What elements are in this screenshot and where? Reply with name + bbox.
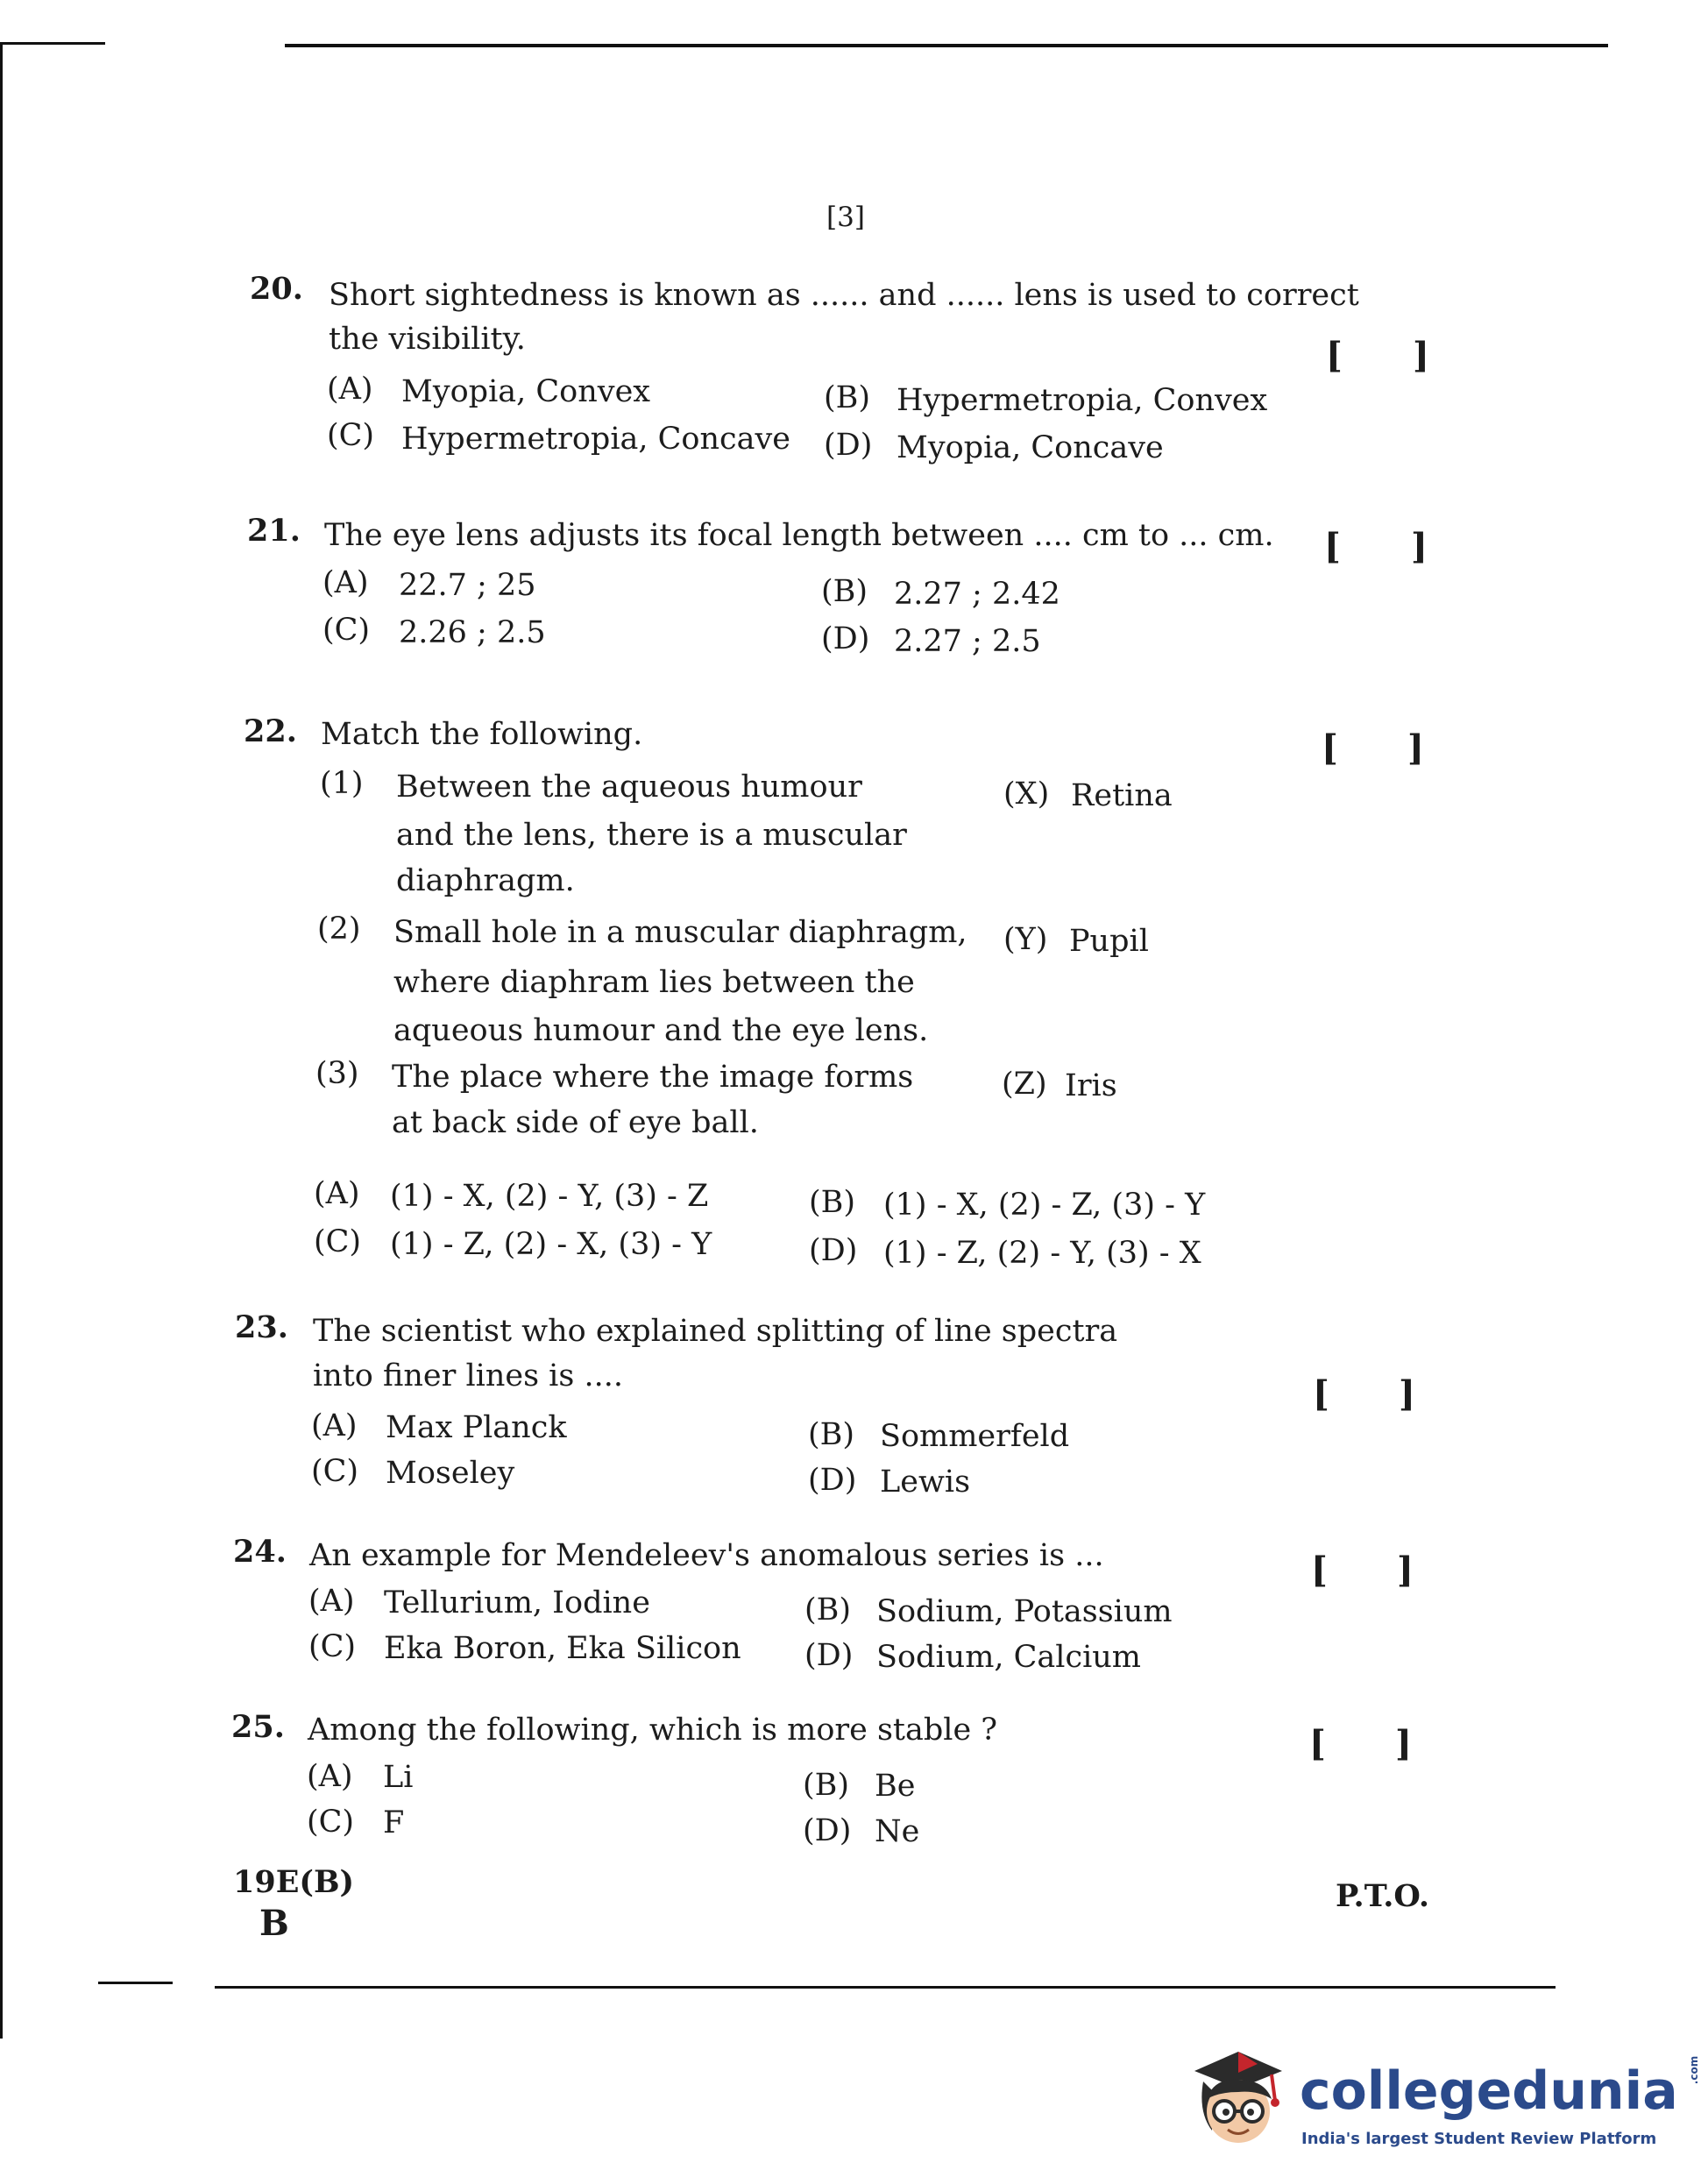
option-text: (1) - Z, (2) - Y, (3) - X — [883, 1236, 1201, 1271]
option-text: Li — [383, 1760, 414, 1795]
match-right-text: Pupil — [1069, 924, 1149, 959]
question-number: 24. — [233, 1534, 287, 1570]
option-text: Lewis — [880, 1464, 971, 1500]
match-right-label: (X) — [1003, 777, 1050, 812]
option-text: (1) - X, (2) - Z, (3) - Y — [883, 1188, 1206, 1223]
question-text-line: An example for Mendeleev's anomalous series is ... — [309, 1538, 1104, 1573]
collegedunia-logo-text — [1300, 2055, 1708, 2122]
option-text: Sodium, Calcium — [876, 1640, 1141, 1675]
question-text-line: Short sightedness is known as ...... and ...... lens is used to correct — [329, 278, 1359, 313]
option-text: 2.27 ; 2.42 — [894, 577, 1060, 612]
answer-bracket-open: [ — [1326, 335, 1343, 376]
match-item-line: The place where the image forms — [392, 1060, 914, 1095]
option-label: (D) — [809, 1233, 858, 1268]
option-label: (C) — [314, 1224, 362, 1259]
option-label: (B) — [808, 1417, 855, 1452]
option-text: Myopia, Concave — [897, 430, 1164, 465]
scan-edge-top-left — [0, 42, 105, 45]
match-item-line: diaphragm. — [396, 863, 575, 898]
brand-name: collegedunia — [1300, 2060, 1678, 2122]
option-text: Ne — [875, 1814, 920, 1849]
option-text: Hypermetropia, Convex — [897, 383, 1268, 418]
scan-edge-bottom — [215, 1986, 1556, 1989]
option-label: (A) — [311, 1408, 358, 1443]
option-label: (B) — [803, 1768, 850, 1803]
question-number: 25. — [231, 1709, 285, 1745]
option-text: Sodium, Potassium — [876, 1594, 1173, 1629]
question-number: 23. — [235, 1309, 288, 1345]
question-text-line: The eye lens adjusts its focal length between .... cm to ... cm. — [324, 518, 1274, 553]
match-right-label: (Z) — [1002, 1067, 1047, 1102]
question-text-line: the visibility. — [329, 322, 526, 357]
option-label: (D) — [821, 621, 870, 656]
option-label: (A) — [322, 565, 369, 600]
question-number: 21. — [247, 513, 301, 549]
answer-bracket-open: [ — [1313, 1373, 1329, 1415]
option-label: (B) — [821, 574, 868, 609]
collegedunia-watermark — [1187, 2042, 1700, 2170]
match-right-text: Iris — [1065, 1068, 1117, 1103]
scan-edge-bottom-left — [98, 1982, 173, 1984]
answer-bracket-open: [ — [1322, 727, 1338, 769]
scan-edge-left — [0, 42, 3, 2039]
answer-bracket-close: ] — [1397, 1549, 1414, 1591]
match-right-label: (Y) — [1003, 922, 1048, 957]
question-text-line: into finer lines is .... — [313, 1358, 623, 1393]
answer-bracket-open: [ — [1311, 1549, 1328, 1591]
question-text-line: The scientist who explained splitting of line spectra — [313, 1314, 1118, 1349]
match-item-line: aqueous humour and the eye lens. — [393, 1013, 929, 1048]
option-text: (1) - Z, (2) - X, (3) - Y — [390, 1227, 712, 1262]
match-item-label: (2) — [317, 911, 361, 947]
pto-label: P.T.O. — [1336, 1878, 1430, 1914]
answer-bracket-close: ] — [1395, 1723, 1412, 1764]
match-item-line: and the lens, there is a muscular — [396, 818, 907, 853]
option-text: 2.26 ; 2.5 — [399, 615, 546, 650]
brand-tld: .com — [1687, 2055, 1700, 2085]
answer-bracket-close: ] — [1399, 1373, 1415, 1415]
paper-set-letter: B — [259, 1903, 289, 1944]
option-label: (D) — [804, 1638, 854, 1673]
option-text: Hypermetropia, Concave — [401, 422, 790, 457]
match-item-label: (1) — [320, 766, 364, 801]
option-text: Myopia, Convex — [401, 374, 651, 409]
answer-bracket-open: [ — [1309, 1723, 1326, 1764]
match-right-text: Retina — [1071, 778, 1173, 813]
option-text: 22.7 ; 25 — [399, 568, 536, 603]
answer-bracket-close: ] — [1407, 727, 1424, 769]
option-label: (B) — [824, 380, 871, 415]
option-label: (D) — [824, 428, 873, 463]
option-label: (C) — [327, 418, 375, 453]
option-text: Moseley — [386, 1456, 515, 1491]
match-item-line: where diaphram lies between the — [393, 965, 915, 1000]
option-label: (A) — [308, 1584, 355, 1619]
scan-edge-top — [285, 44, 1608, 47]
match-item-label: (3) — [315, 1056, 359, 1091]
option-label: (B) — [804, 1592, 852, 1628]
answer-bracket-close: ] — [1413, 335, 1429, 376]
option-label: (A) — [314, 1176, 360, 1211]
option-label: (B) — [809, 1185, 856, 1220]
option-text: Max Planck — [386, 1410, 567, 1445]
option-text: Eka Boron, Eka Silicon — [384, 1631, 741, 1666]
option-label: (C) — [307, 1805, 355, 1840]
page-number: [3] — [826, 202, 865, 233]
answer-bracket-open: [ — [1324, 526, 1341, 567]
option-text: 2.27 ; 2.5 — [894, 624, 1041, 659]
question-text-line: Match the following. — [321, 717, 643, 752]
option-text: F — [383, 1805, 405, 1840]
paper-code: 19E(B) — [233, 1864, 355, 1900]
option-label: (C) — [322, 613, 371, 648]
question-text-line: Among the following, which is more stable ? — [308, 1713, 998, 1748]
question-number: 22. — [244, 713, 297, 749]
option-label: (D) — [803, 1813, 852, 1848]
match-item-line: Between the aqueous humour — [396, 769, 862, 805]
option-label: (A) — [307, 1759, 353, 1794]
match-item-line: Small hole in a muscular diaphragm, — [393, 915, 967, 950]
brand-tagline: India's largest Student Review Platform — [1301, 2130, 1657, 2148]
answer-bracket-close: ] — [1411, 526, 1428, 567]
option-label: (A) — [327, 372, 373, 407]
student-mascot-icon — [1187, 2046, 1293, 2156]
option-text: Tellurium, Iodine — [384, 1585, 650, 1620]
option-text: (1) - X, (2) - Y, (3) - Z — [390, 1179, 709, 1214]
option-label: (D) — [808, 1463, 857, 1498]
match-item-line: at back side of eye ball. — [392, 1105, 759, 1140]
option-label: (C) — [311, 1454, 359, 1489]
question-number: 20. — [250, 271, 303, 307]
option-label: (C) — [308, 1629, 357, 1664]
option-text: Be — [875, 1769, 916, 1804]
option-text: Sommerfeld — [880, 1419, 1070, 1454]
